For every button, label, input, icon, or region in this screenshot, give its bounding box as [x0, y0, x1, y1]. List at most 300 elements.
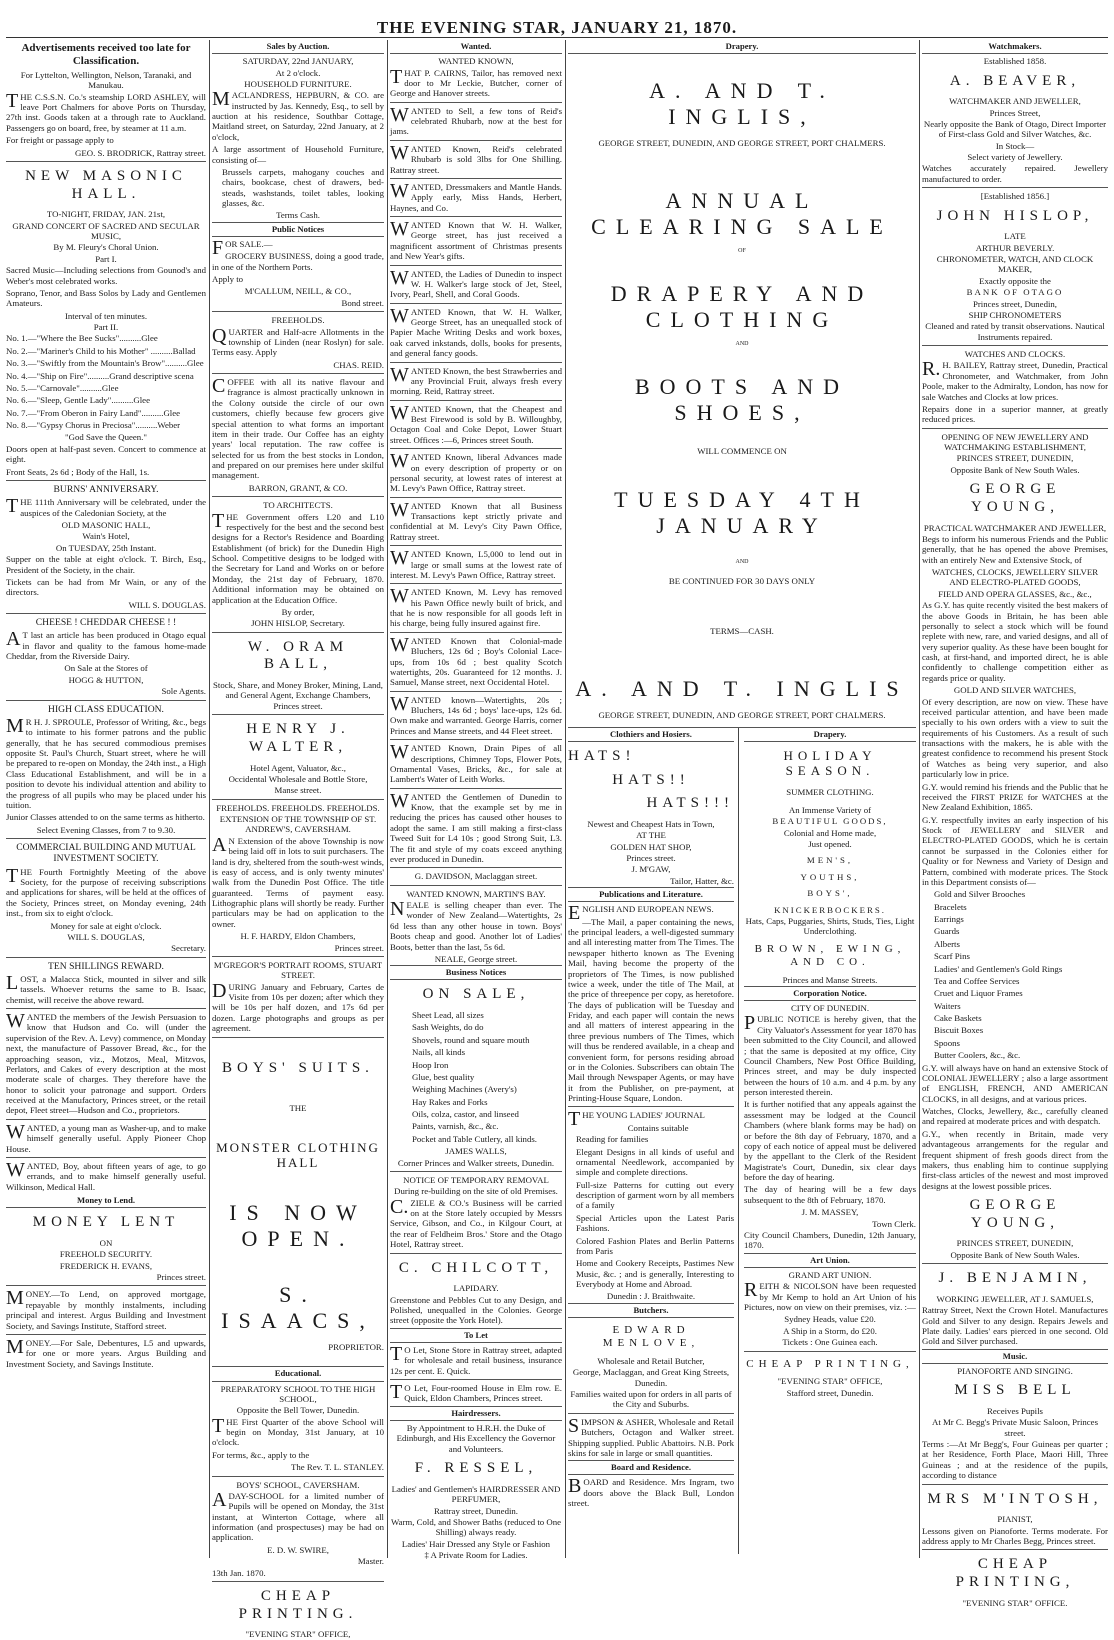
cheap-printing-sub: "EVENING STAR" OFFICE,: [245, 1629, 351, 1640]
divider: [390, 140, 562, 141]
divider: [212, 799, 384, 800]
column-4a: [568, 728, 734, 1511]
sale-of: OF: [738, 248, 746, 255]
wanted-item: WANTED Known, the best Strawberries and any Provincial Fruit, always fresh every morning. Reid, Rattray street.: [390, 363, 562, 397]
holiday-youths: YOUTHS,: [800, 871, 860, 882]
hats-text: AT THE: [636, 830, 666, 841]
beaver-text: Princes Street,: [989, 107, 1041, 118]
auction-text: MACLANDRESS, HEPBURN, & CO. are instructed by Jas. Kennedy, Esq., to sell by auction at his residence, Southbar Cottage, Maitland street, on Saturday, 22nd January, at 2 o'clock,: [212, 88, 384, 142]
journal-item: Full-size Patterns for cutting out every description of garment worn by all members of a family: [576, 1179, 734, 1211]
cheap-printing-sub: "EVENING STAR" OFFICE.: [962, 1597, 1068, 1608]
wanted-item: WANTED Known, M. Levy has removed his Pawn Office newly built of brick, and that he is now responsible for all goods left in his charge, being fully insured against fire.: [390, 585, 562, 629]
column-divider: [387, 40, 388, 1558]
young-text: G.Y. will always have on hand an extensive Stock of COLONIAL JEWELLERY ; also a large assortment of ENGLISH, FRENCH, AND AMERICAN CLOCKS, in all designs, and at various prices.: [922, 1062, 1108, 1104]
section-header: Publications and Literature.: [568, 887, 734, 902]
freeholds-signature: CHAS. REID.: [333, 359, 384, 370]
young-stock-item: Ladies' and Gentlemen's Gold Rings: [934, 963, 1063, 974]
commercial-text: Money for sale at eight o'clock.: [50, 920, 162, 931]
wanted-item: WANTED Known that all Business Transactions kept strictly private and confidential at M. Levy's City Pawn Office, Rattray street.: [390, 498, 562, 542]
cheese-signature: Sole Agents.: [161, 686, 206, 697]
hair-text: Ladies' Hair Dressed any Style or Fashion: [401, 1538, 551, 1549]
benjamin-title: J. BENJAMIN,: [938, 1270, 1092, 1287]
journal-item: Elegant Designs in all kinds of useful and ornamental Needlework, accompanied by simple and complete directions.: [576, 1146, 734, 1178]
wanted-item: WANTED Known, that the Cheapest and Best Firewood is sold by B. Willoughby, Octagon Coal and Coke Depot, Lower Stuart street. Offices :—6, Princes street South.: [390, 401, 562, 445]
young-text: Begs to inform his numerous Friends and the Public generally, that he has opened the above Premises, with an entirely New and Extensive Stock, of: [922, 533, 1108, 565]
benjamin-text: WORKING JEWELLER, AT J. SAMUELS,: [936, 1293, 1094, 1304]
neale-ad: NEALE is selling cheaper than ever. The wonder of New Zealand—Watertights, 2s 6d less than any other house in town. Boys' Boots cheap and good. Another lot of Ladies' Boots, better than the last, 5s 6d.: [390, 898, 562, 952]
young-text: PRACTICAL WATCHMAKER AND JEWELLER,: [923, 522, 1107, 533]
money-text: FREEHOLD SECURITY.: [59, 1249, 153, 1260]
program-item: No. 3.—"Swiftly from the Mountain's Brow"..........Glee: [6, 358, 204, 369]
holiday-title: HOLIDAY SEASON.: [783, 747, 877, 779]
divider: [212, 496, 384, 497]
onsale-item: Glue, best quality: [412, 1071, 475, 1082]
city-signature: J. M. MASSEY,: [801, 1207, 859, 1218]
cheese-title: CHEESE ! CHEDDAR CHEESE ! !: [35, 617, 177, 628]
burns-text: Supper on the table at eight o'clock. T. Birch, Esq., President of the Society, in the chair.: [6, 554, 206, 575]
divider: [6, 161, 206, 162]
section-header: Corporation Notice.: [744, 986, 916, 1001]
cheap-printing-title: CHEAP PRINTING,: [746, 1357, 914, 1370]
hats-3: HATS!!!: [646, 795, 734, 812]
young-text: WATCHES, CLOCKS, JEWELLERY SILVER AND ELECTRO-PLATED GOODS,: [931, 567, 1099, 588]
divider: [744, 1351, 916, 1352]
young-opening: Opposite Bank of New South Wales.: [950, 464, 1080, 475]
auction-time: At 2 o'clock.: [275, 67, 321, 78]
art-union-tickets: Tickets : One Guinea each.: [782, 1337, 878, 1348]
masthead: [0, 0, 1114, 40]
coffee-signature: BARRON, GRANT, & CO.: [248, 482, 348, 493]
mintosh-text: Lessons given on Pianoforte. Terms moderate. For address apply to Mr Charles Begg, Princes street.: [922, 1525, 1108, 1546]
divider: [6, 480, 206, 481]
removal-subtitle: During re-building on the site of old Premises.: [394, 1186, 558, 1197]
walter-text: Occidental Wholesale and Bottle Store,: [228, 773, 368, 784]
hair-subtitle: Ladies' and Gentlemen's HAIRDRESSER AND PERFUMER,: [391, 1483, 561, 1505]
beaver-established: Established 1858.: [983, 56, 1047, 67]
divider: [922, 1484, 1108, 1485]
boys-text: ADAY-SCHOOL for a limited number of Pupils will be opened on Monday, the 31st instant, at Winterton Cottage, where all information (and prospectuses) may be had on application.: [212, 1488, 384, 1543]
young-stock-item: Cruet and Liquor Frames: [934, 988, 1023, 999]
program-item: No. 8.—"Gypsy Chorus in Preciosa"..........Weber: [6, 420, 181, 431]
onsale-signature: Corner Princes and Walker streets, Dunedin.: [397, 1157, 555, 1168]
young-text: Of every description, are now on view. These have received particular attention, and have been made specially to his own orders with a view to suit the requirements of his Customers. As a result of such transactions with the makers, he is able with the greatest confidence to recommend his present Stock of Watches as being very superior, and also particularly low in price.: [922, 696, 1108, 780]
suits-title: BOYS' SUITS.: [222, 1059, 374, 1076]
holiday-text: An Immense Variety of: [788, 804, 872, 815]
drapery-clothing: DRAPERY AND CLOTHING: [610, 281, 874, 333]
divider: [922, 1263, 1108, 1264]
divider: [212, 956, 384, 957]
removal-text: C.ZIELE & CO.'s Business will be carried on at the Store lately occupied by Messrs Service, Gibson, and Co., in Kilgour Court, at the rear of Feldheim Bros.' Store and the Otago Hotel, Rattray street.: [390, 1195, 562, 1250]
divider: [212, 632, 384, 633]
section-header: Clothiers and Hosiers.: [568, 728, 734, 742]
inglis-address: GEORGE STREET, DUNEDIN, AND GEORGE STREET, PORT CHALMERS.: [598, 138, 886, 149]
young-text: As G.Y. has quite recently visited the best makers of the above Goods in Britain, he has been able personally to select a stock which will be found replete with new, rare, and varied designs, and all of very superior quality. As these have been bought for cash, at first-hand, and imported direct, he is able confidently to challenge competition either as regards price or quality.: [922, 600, 1108, 683]
hair-text: ‡ A Private Room for Ladies.: [424, 1550, 528, 1560]
news-text: —The Mail, a paper containing the news, the principal leaders, a well-digested summary and all interesting matter from The Times. The newspaper hitherto known as The Evening Mail, having become the property of the proprietors of The Times, is now published twice a week, under the title of The Mail, at the price of threepence per copy, as heretofore. The days of publication will be Tuesday and Friday, and each paper will contain the news and all matters of interest appearing in the three previous numbers of The Times, which will thus be rendered available, in a cheap and convenient form, for persons residing abroad or in the Colonies. Subscribers can obtain The Mail through Newspaper Agents, or may have it from the Publisher, on pre-payment, at Printing-House Square, London.: [568, 916, 734, 1104]
commercial-signature: WILL S. DOUGLAS,: [67, 931, 145, 942]
divider: [6, 1008, 206, 1009]
benjamin-text: Rattray Street, Next the Crown Hotel. Manufactures Gold and Silver to any design. Repairs Jewels and Plate daily. Ladies' ears pierced in one second. Old Gold and Silver purchased.: [922, 1305, 1108, 1347]
wanted-item: WANTED Known that W. H. Walker, George street, has just received a magnificent assortment of Christmas presents and New Year's gifts.: [390, 218, 562, 262]
bailey-ad: R.H. BAILEY, Rattray street, Dunedin, Practical Chronometer, and Watchmaker, from John Poole, maker to the Admiralty, London, has now for sale Watches and Clocks at low prices.: [922, 358, 1108, 402]
section-header: Money to Lend.: [6, 1194, 206, 1208]
hislop-text: Exactly opposite the: [979, 275, 1051, 286]
boys-title: BOYS' SCHOOL, CAVERSHAM.: [236, 1479, 360, 1490]
column-4: [568, 40, 916, 1558]
young-stock-item: Bracelets: [934, 901, 967, 912]
wanted-item: WANTED Known, Reid's celebrated Rhubarb is sold 3lbs for One Shilling. Rattray street.: [390, 141, 562, 175]
education-text: Select Evening Classes, from 7 to 9.30.: [36, 824, 176, 835]
suits-isaacs: S. ISAACS,: [221, 1282, 375, 1334]
journal-title: THE YOUNG LADIES' JOURNAL: [568, 1108, 705, 1131]
section-header: Music.: [922, 1349, 1108, 1364]
prep-signature: The Rev. T. L. STANLEY.: [290, 1462, 384, 1473]
hair-title: F. RESSEL,: [414, 1460, 538, 1477]
wanted-item: THAT P. CAIRNS, Tailor, has removed next door to Mr Leckie, Butcher, corner of George and Hanover streets.: [390, 65, 562, 99]
onsale-item: Shovels, round and square mouth: [412, 1034, 530, 1045]
burns-date: On TUESDAY, 25th Instant.: [55, 542, 157, 553]
city-notice: It is further notified that any appeals against the assessment may be lodged at the Council Chambers (where blank forms may be had) on or before the 8th day of February, 1870, and a copy of each notice of appeal must be delivered by the appellant to the Clerk of the Resident Magistrate's Court, Dunedin, six clear days before the day of hearing.: [744, 1099, 916, 1183]
removal-title: NOTICE OF TEMPORARY REMOVAL: [403, 1174, 549, 1185]
architects-title: TO ARCHITECTS.: [263, 500, 333, 511]
bell-text: Receives Pupils: [987, 1405, 1043, 1416]
section-header: Board and Residence.: [568, 1460, 734, 1475]
young-stock-item: Biscuit Boxes: [934, 1025, 984, 1036]
holiday-text: Just opened.: [808, 839, 852, 850]
wanted-item: WANTED Known that Colonial-made Bluchers, 12s 6d ; Boy's Colonial Lace-ups, from 10s 6d ; best quality Scotch watertights, 20s. Guaranteed for 12 months. J. Samuel, Manse street, next Occidental Hotel.: [390, 633, 562, 688]
divider: [390, 739, 562, 740]
concert-part-1: Part I.: [95, 253, 117, 264]
section-header: Drapery.: [744, 728, 916, 742]
hair-text: Warm, Cold, and Shower Baths (reduced to One Shilling) always ready.: [390, 1516, 562, 1538]
hats-text: Newest and Cheapest Hats in Town,: [587, 818, 715, 829]
divider: [6, 1334, 206, 1335]
column-divider: [919, 40, 920, 1558]
art-union-text: REITH & NICOLSON have been requested by Mr Kemp to hold an Art Union of his Pictures, now on view on their premises, viz. :—: [744, 1279, 916, 1312]
cheese-signature: HOGG & HUTTON,: [68, 674, 144, 685]
ball-title: W. ORAM BALL,: [247, 638, 349, 673]
wanted-ad: WANTED, Boy, about fifteen years of age, to go errands, and to make himself generally useful. Wilkinson, Medical Hall.: [6, 1158, 206, 1192]
caversham-signature: Princes street.: [334, 942, 384, 953]
cheap-printing-title: CHEAP PRINTING.: [238, 1587, 358, 1622]
cheese-text: AT last an article has been produced in Otago equal in flavor and quality to the famous home-made Cheddar, from the Riverside Dairy.: [6, 628, 206, 662]
hats-2: HATS!!: [612, 771, 690, 788]
holiday-text: Colonial and Home made,: [783, 827, 877, 838]
journal-list: [568, 1134, 734, 1289]
boots-shoes: BOOTS AND SHOES,: [634, 374, 850, 426]
bell-text: At Mr C. Begg's Private Music Saloon, Princes street.: [931, 1417, 1099, 1438]
cheap-printing-title: CHEAP PRINTING,: [955, 1556, 1075, 1591]
architects-signature: JOHN HISLOP, Secretary.: [251, 618, 345, 629]
hislop-text: ARTHUR BEVERLY.: [975, 242, 1055, 253]
young-stock-item: Guards: [934, 926, 960, 937]
prep-subtitle: Opposite the Bell Tower, Dunedin.: [236, 1405, 360, 1416]
divider: [390, 885, 562, 886]
hats-1: HATS!: [568, 747, 636, 764]
forsale-title: FOR SALE.—: [212, 236, 273, 259]
column-divider: [565, 40, 566, 1558]
steamer-routes: For Lyttelton, Wellington, Nelson, Taranaki, and Manukau.: [20, 69, 192, 91]
portrait-text: DURING January and February, Cartes de Visite from 10s per dozen; after which they will be 10s per half dozen, and 17s 6d per dozen. Large photographs and groups as per agreement.: [212, 979, 384, 1034]
wanted-item: WANTED, Dressmakers and Mantle Hands. Apply early, Miss Hands, Herbert, Haynes, and Co.: [390, 179, 562, 213]
program-item: No. 6.—"Sleep, Gentle Lady"..........Glee: [6, 395, 150, 406]
section-header: Art Union.: [744, 1253, 916, 1268]
cheese-text: On Sale at the Stores of: [64, 663, 148, 674]
davidson-signature: G. DAVIDSON, Maclaggan street.: [414, 871, 538, 882]
prep-text: THE First Quarter of the above School will begin on Monday, 31st January, at 10 o'clock.: [212, 1414, 384, 1448]
divider: [922, 345, 1108, 346]
divider: [390, 178, 562, 179]
art-union-item: A Ship in a Storm, do £20.: [783, 1325, 877, 1336]
education-text: Junior Classes attended to on the same terms as hitherto.: [6, 812, 205, 823]
boys-signature: Master.: [357, 1556, 384, 1567]
section-header: To Let: [390, 1328, 562, 1343]
divider: [568, 1106, 734, 1107]
holiday-text: Hats, Caps, Puggaries, Shirts, Studs, Ties, Light Underclothing.: [745, 915, 915, 937]
inglis-name: A. AND T. INGLIS,: [649, 78, 835, 130]
inglis-name: A. AND T. INGLIS: [575, 676, 909, 702]
young-stock-item: Spoons: [934, 1037, 960, 1048]
beaver-text: WATCHMAKER AND JEWELLER,: [949, 96, 1081, 107]
board-ad: BOARD and Residence. Mrs Ingram, two doors above the Black Bull, London street.: [568, 1475, 734, 1509]
young-text: FIELD AND OPERA GLASSES, &c., &c.,: [938, 588, 1092, 599]
menlove-text: Families waited upon for orders in all parts of the City and Suburbs.: [570, 1389, 732, 1410]
young-stock-item: Butter Coolers, &c., &c.: [934, 1050, 1021, 1061]
auction-text: Brussels carpets, mahogany couches and chairs, bookcase, chest of drawers, bed-steads, washstands, toilet tables, looking glasses, &c.: [222, 166, 384, 209]
wanted-item: WANTED Known, L5,000 to lend out in large or small sums at the lowest rate of interest. M. Levy's Pawn Office, Rattray street.: [390, 547, 562, 580]
concert-interval: Interval of ten minutes.: [64, 310, 148, 321]
forsale-signature: Bond street.: [341, 297, 384, 308]
caversham-signature: H. F. HARDY, Eldon Chambers,: [240, 931, 356, 942]
clearing-sale: ANNUAL CLEARING SALE: [591, 188, 893, 240]
concert-prices: Front Seats, 2s 6d ; Body of the Hall, 1s.: [6, 466, 150, 477]
money-ad: MONEY.—To Lend, on approved mortgage, repayable by monthly instalments, including principal and interest. Argus Building and Investment Society, and Savings Institute, Stafford street.: [6, 1287, 206, 1331]
divider: [6, 1119, 206, 1120]
young-text: GOLD AND SILVER WATCHES,: [953, 685, 1077, 696]
onsale-list: [390, 1010, 562, 1144]
column-5: [922, 40, 1108, 1608]
young-signature: GEORGE YOUNG,: [969, 1197, 1061, 1231]
journal-sub: Contains suitable: [627, 1122, 689, 1133]
forsale-text: Apply to: [212, 274, 244, 285]
suits-hall: MONSTER CLOTHING HALL: [216, 1139, 380, 1170]
tolet-ad: TO Let, Stone Store in Rattray street, adapted for wholesale and retail business, insurance 12s per cent. E. Quick.: [390, 1342, 562, 1376]
onsale-item: Sheet Lead, all sizes: [412, 1010, 484, 1021]
prep-text: For terms, &c., apply to the: [212, 1449, 310, 1460]
section-header: Educational.: [212, 1366, 384, 1381]
young-opening: OPENING OF NEW JEWELLERY AND WATCHMAKING ESTABLISHMENT,: [941, 431, 1089, 453]
divider: [6, 838, 206, 839]
cheap-printing-sub: Stafford street, Dunedin.: [786, 1387, 874, 1398]
education-text: MR H. J. SPROULE, Professor of Writing, &c., begs to intimate to his former patrons and the public generally, that he has secured commodious premises opposite St. Paul's Church, Stuart street, where he will be prepared to re-open on Monday, the 24th inst., a High Class Educational Establishment, and will be in a position to devote his individual attention and ability to the progress of all pupils who may be placed under his tuition.: [6, 714, 206, 810]
holiday-knickerbockers: KNICKERBOCKERS.: [774, 904, 886, 915]
divider: [6, 613, 206, 614]
city-notice: PUBLIC NOTICE is hereby given, that the City Valuator's Assessment for year 1870 has been submitted to the City Council, and allowed ; that the same is deposited at my office, City Council Chambers, New Post Office Building, Princes street, and may be duly inspected between the hours of 10 a.m. and 4 p.m. by any person interested therein.: [744, 1012, 916, 1098]
divider: [922, 1549, 1108, 1550]
sale-and: AND: [735, 341, 749, 348]
young-stock-item: Gold and Silver Brooches: [934, 889, 1026, 900]
divider: [922, 187, 1108, 188]
young-stock-item: Scarf Pins: [934, 951, 970, 962]
forsale-text: GROCERY BUSINESS, doing a good trade, in one of the Northern Ports.: [212, 251, 384, 272]
hislop-text: LATE: [1004, 231, 1026, 242]
onsale-item: Paints, varnish, &c., &c.: [412, 1121, 499, 1132]
onsale-item: Pocket and Table Cutlery, all kinds.: [412, 1133, 537, 1144]
hats-shop: GOLDEN HAT SHOP,: [610, 841, 692, 852]
divider: [212, 714, 384, 715]
wanted-item: WANTED the Gentlemen of Dunedin to Know, that the example set by me in reducing the prices has caused other houses to adopt the same. I am still making a first-class Tweed Suit for L4 10s ; good Strong Suit, L3. The fit and style of my coats exceed anything ever produced in Dunedin.: [390, 789, 562, 864]
young-stock-item: Cake Baskets: [934, 1013, 982, 1024]
journal-item: Reading for families: [576, 1134, 649, 1145]
divider: [390, 497, 562, 498]
drapery-lower: [568, 727, 916, 1554]
program-item: No. 7.—"From Oberon in Fairy Land"..........Glee: [6, 407, 181, 418]
wanted-item: WANTED Known, Drain Pipes of all descriptions, Chimney Tops, Flower Pots, Ornamental Vases, Bricks, &c., for sale at Lambert's Water of Leith Works.: [390, 741, 562, 785]
section-header: Drapery.: [568, 40, 916, 54]
divider: [212, 1581, 384, 1582]
suits-the: THE: [289, 1103, 307, 1114]
column-divider: [738, 728, 739, 1554]
young-text: Watches, Clocks, Jewellery, &c., carefully cleaned and repaired at moderate prices and with despatch.: [922, 1106, 1108, 1127]
masonic-hall-title: NEW MASONIC HALL.: [25, 167, 187, 202]
column-2: [212, 40, 384, 1640]
freeholds-title: FREEHOLDS.: [271, 315, 325, 326]
program-item: No. 1.—"Where the Bee Sucks"..........Glee: [6, 333, 158, 344]
boys-signature: E. D. W. SWIRE,: [267, 1544, 329, 1555]
caversham-text: AN Extension of the above Township is now being laid off in lots to suit purchasers. The land is dry, sheltered from the south-west winds, is easy of access, and is only twenty minutes' walk from the Dunedin Post Office. The title guaranteed. Terms of payment easy. Lithographic plans will shortly be ready. Further particulars may be had on application to the owner.: [212, 833, 384, 929]
section-header: Wanted.: [390, 40, 562, 54]
divider: [390, 1171, 562, 1172]
program-item: No. 4.—"Ship on Fire"..........Grand descriptive scena: [6, 370, 194, 381]
late-ads-header: Advertisements received too late for Classification.: [21, 42, 191, 67]
hislop-title: JOHN HISLOP,: [936, 207, 1094, 224]
commercial-text: THE Fourth Fortnightly Meeting of the above Society, for the purpose of receiving subscriptions and applications for shares, will be held at the offices of the Society, Princes street, on Monday evening, 24th inst., from six to eight o'clock.: [6, 864, 206, 919]
boys-date: 13th Jan. 1870.: [212, 1567, 266, 1578]
young-title: GEORGE YOUNG,: [969, 481, 1061, 515]
ball-text: Stock, Share, and Money Broker, Mining, Land, and General Agent, Exchange Chambers, Princes street.: [213, 680, 383, 711]
onsale-item: Sash Weights, do do: [412, 1022, 484, 1033]
divider: [212, 1037, 384, 1038]
beaver-text: Select variety of Jewellery.: [967, 152, 1063, 163]
freeholds-text: QUARTER and Half-acre Allotments in the township of Linden (near Roslyn) for sale. Terms easy. Apply: [212, 324, 384, 358]
program-item: No. 5.—"Carnovale"..........Glee: [6, 382, 119, 393]
divider: [390, 362, 562, 363]
walter-text: Manse street.: [274, 785, 322, 796]
concert-part-2: Part II.: [93, 322, 119, 333]
wanted-list: [390, 65, 562, 869]
burns-hotel: Wain's Hotel,: [82, 531, 130, 542]
art-union-item: Sydney Heads, value £20.: [784, 1314, 876, 1325]
divider: [6, 700, 206, 701]
young-stock-item: Waiters: [934, 1000, 961, 1011]
bell-text: Terms :—At Mr Begg's, Four Guineas per quarter ; at her Residence, Forth Place, Maori Hill, Three Guineas ; and at the residence of the pupils, according to distance: [922, 1439, 1108, 1481]
hislop-text: Princes street, Dunedin,: [972, 298, 1058, 309]
city-signature: Town Clerk.: [872, 1218, 916, 1229]
burns-place: OLD MASONIC HALL,: [61, 520, 151, 530]
young-stock-list: [922, 889, 1108, 1060]
divider: [390, 1379, 562, 1380]
hair-text: Rattray street, Dunedin.: [433, 1505, 519, 1516]
section-header: Public Notices: [212, 222, 384, 237]
burns-signature: WILL S. DOUGLAS.: [128, 599, 206, 610]
young-text: G.Y. respectfully invites an early inspection of his Stock of JEWELLERY and SILVER and ELECTRO-PLATED GOODS, which he is certain cannot be surpassed in the Colonies either for Quality or for Newness and Variety of Design and Pattern, combined with moderate prices. The Stock in this Department consists of—: [922, 814, 1108, 887]
auction-title: HOUSEHOLD FURNITURE.: [244, 78, 352, 89]
walter-title: HENRY J. WALTER,: [246, 721, 350, 755]
menlove-text: George, Maclaggan, and Great King Streets, Dunedin.: [572, 1367, 730, 1388]
cheap-printing-sub: "EVENING STAR" OFFICE,: [777, 1376, 883, 1387]
wanted-ad: WANTED, a young man as Washer-up, and to make himself generally useful. Apply Pioneer Chop House.: [6, 1120, 206, 1154]
simpson-ad: SIMPSON & ASHER, Wholesale and Retail Butchers, Octagon and Walker street. Shipping supplied. Public Abattoirs. N.B. Pork skins for sale in large or small quantities.: [568, 1414, 734, 1458]
sale-commence: WILL COMMENCE ON: [697, 446, 787, 457]
hislop-text: SHIP CHRONOMETERS: [968, 309, 1062, 320]
section-header: Sales by Auction.: [212, 40, 384, 54]
city-date: City Council Chambers, Dunedin, 12th January, 1870.: [744, 1229, 916, 1251]
mintosh-text: PIANIST,: [997, 1514, 1033, 1525]
concert-date: TO-NIGHT, FRIDAY, JAN. 21st,: [46, 209, 166, 220]
divider: [390, 1253, 562, 1254]
page-title: THE EVENING STAR, JANUARY 21, 1870.: [376, 18, 738, 37]
wanted-item: WANTED Known, that W. H. Walker, George Street, has an unequalled stock of Papier Mache Writing Desks and work boxes, oak carved inkstands, dolls, books for presents, and general fancy goods.: [390, 304, 562, 359]
martins-title: WANTED KNOWN, MARTIN'S BAY.: [406, 888, 546, 899]
section-header: Butchers.: [568, 1303, 734, 1318]
young-stock-item: Alberts: [934, 938, 960, 949]
holiday-mens: MEN'S,: [806, 855, 854, 866]
onsale-signature: JAMES WALLS,: [445, 1146, 507, 1157]
reward-text: LOST, a Malacca Stick, mounted in silver and silk tassels. Whoever returns the same to B. Isaac, chemist, will receive the above reward.: [6, 971, 206, 1005]
money-text: FREDERICK H. EVANS,: [59, 1260, 153, 1271]
onsale-item: Weighing Machines (Avery's): [412, 1084, 517, 1095]
caversham-subtitle: EXTENSION OF THE TOWNSHIP OF ST. ANDREW'S, CAVERSHAM.: [219, 814, 377, 835]
divider: [390, 788, 562, 789]
suits-open: IS NOW OPEN.: [229, 1200, 367, 1252]
architects-text: THE Government offers L20 and L10 respectively for the best and the second best designs for a Rector's Residence and Boarding Establishment (of brick) for the Dunedin High School. Competitive designs to be lodged with the Secretary for Land and Works on or before Monday, the 21st day of February, 1870. Additional information may be obtained on application at the Education Office.: [212, 509, 384, 605]
hislop-text: CHRONOMETER, WATCH, AND CLOCK MAKER,: [936, 254, 1094, 275]
onsale-item: Oils, colza, castor, and linseed: [412, 1109, 519, 1120]
walter-text: Hotel Agent, Valuator, &c.,: [250, 762, 346, 773]
onsale-title: ON SALE,: [422, 986, 530, 1003]
hislop-established: [Established 1856.]: [980, 191, 1050, 202]
concert-text: Soprano, Tenor, and Bass Solos by Lady and Gentlemen Amateurs.: [6, 287, 206, 309]
young-stock-item: Earrings: [934, 914, 964, 925]
young-text: G.Y., when recently in Britain, made very advantageous arrangements for the regular and frequent shipment of fresh goods direct from the makers, thus enabling him to continue supplying first-class articles of the newest and most improved designs at the lowest possible prices.: [922, 1128, 1108, 1191]
divider: [212, 1476, 384, 1477]
journal-item: Colored Fashion Plates and Berlin Patterns from Paris: [576, 1235, 734, 1256]
auction-date: SATURDAY, 22nd JANUARY,: [242, 56, 354, 67]
brown-ewing-title: BROWN, EWING, AND CO.: [754, 942, 906, 968]
divider: [6, 957, 206, 958]
wanted-item: WANTED to Sell, a few tons of Reid's celebrated Rhubarb, now at the best for jams.: [390, 103, 562, 137]
hats-text: Princes street.: [626, 853, 676, 864]
menlove-text: Wholesale and Retail Butcher,: [597, 1355, 705, 1366]
sale-and: AND: [735, 558, 749, 565]
holiday-boys: BOYS',: [807, 888, 853, 899]
divider: [390, 265, 562, 266]
money-text: Princes street.: [156, 1272, 206, 1283]
news-title: ENGLISH AND EUROPEAN NEWS.: [568, 902, 714, 925]
journal-item: Home and Cookery Receipts, Pastimes New Music, &c. ; and is generally, Interesting to Everybody at Home and Abroad.: [576, 1258, 734, 1290]
concert-title: GRAND CONCERT OF SACRED AND SECULAR MUSIC,: [12, 220, 200, 242]
steamer-apply: For freight or passage apply to: [6, 135, 114, 146]
concert-text: Sacred Music—Including selections from Gounod's and Weber's most celebrated works.: [6, 265, 206, 286]
hislop-bank: BANK OF OTAGO: [966, 287, 1064, 298]
money-title: MONEY LENT: [32, 1214, 180, 1231]
divider: [212, 373, 384, 374]
money-ad: MONEY.—For Sale, Debentures, L5 and upwards, for one or more years. Argus Building and Investment Society, and Savings Institute.: [6, 1335, 206, 1369]
commercial-title: COMMERCIAL BUILDING AND MUTUAL INVESTMENT SOCIETY.: [16, 842, 196, 865]
piano-title: PIANOFORTE AND SINGING.: [957, 1365, 1073, 1376]
divider: [390, 303, 562, 304]
young-signature: PRINCES STREET, DUNEDIN,: [956, 1238, 1074, 1249]
